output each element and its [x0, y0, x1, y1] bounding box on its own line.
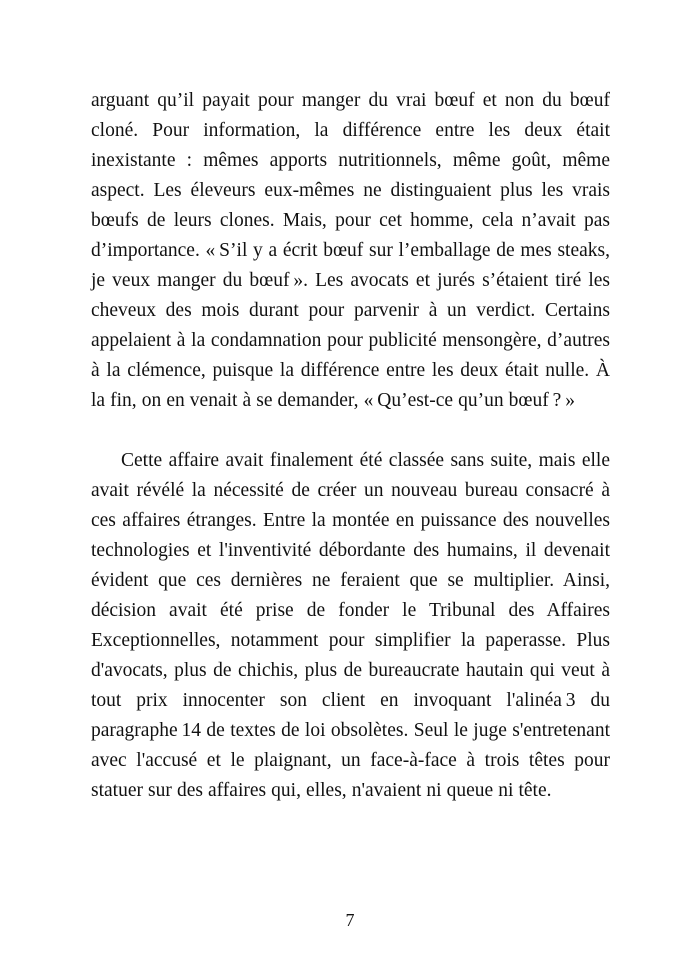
page-text-block [91, 86, 610, 806]
page-number: 7 [345, 910, 355, 930]
body-paragraph-2: Cette affaire avait finalement été classée sans suite, mais elle avait révélé la nécessité de créer un nouveau bureau consacré à ces affaires étranges. Entre la montée en puissance des nouvelles technologies et l'inventivité débordante des humains, il devenait évident que ces dernières ne feraient que se multiplier. Ainsi, décision avait été prise de fonder le Tribunal des Affaires Exceptionnelles, notamment pour simplifier la paperasse. Plus d'avocats, plus de chichis, plus de bureaucrate hautain qui veut à tout prix innocenter son client en invoquant l'alinéa 3 du paragraphe 14 de textes de loi obsolètes. Seul le juge s'entretenant avec l'accusé et le plaignant, un face-à-face à trois têtes pour statuer sur des affaires qui, elles, n'avaient ni queue ni tête. [91, 450, 610, 801]
body-paragraph-1: arguant qu’il payait pour manger du vrai bœuf et non du bœuf cloné. Pour information, la différence entre les deux était inexistante : mêmes apports nutritionnels, même goût, même aspect. Les éleveurs eux-mêmes ne distinguaient plus les vrais bœufs de leurs clones. Mais, pour cet homme, cela n’avait pas d’importance. « S’il y a écrit bœuf sur l’emballage de mes steaks, je veux manger du bœuf ». Les avocats et jurés s’étaient tiré les cheveux des mois durant pour parvenir à un verdict. Certains appelaient à la condamnation pour publicité mensongère, d’autres à la clémence, puisque la différence entre les deux était nulle. À la fin, on en venait à se demander, « Qu’est-ce qu’un bœuf ? » [91, 90, 610, 411]
